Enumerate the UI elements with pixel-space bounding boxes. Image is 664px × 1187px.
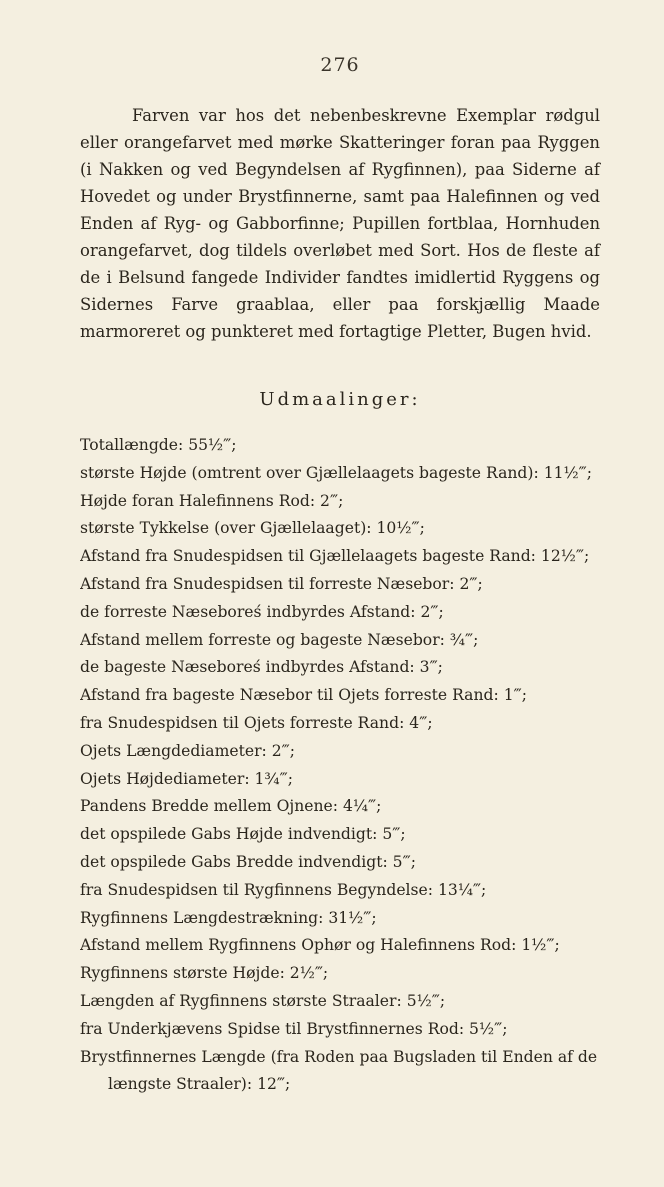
measurement-line: Rygfinnens største Højde: 2½‴; xyxy=(80,964,329,983)
measurement-line: det opspilede Gabs Højde indvendigt: 5‴; xyxy=(80,825,406,844)
measurement-line: fra Snudespidsen til Ojets forreste Rand: 4‴; xyxy=(80,713,433,732)
page-number: 276 xyxy=(320,54,360,76)
measurement-line: det opspilede Gabs Bredde indvendigt: 5‴; xyxy=(80,852,416,871)
measurement-line: de forreste Næseboreś indbyrdes Afstand: 2‴; xyxy=(80,602,444,621)
measurement-line: Afstand fra Snudespidsen til Gjællelaagets bageste Rand: 12½‴; xyxy=(80,547,590,566)
measurement-list xyxy=(80,432,600,1099)
body-text xyxy=(80,102,600,345)
measurement-line: Totallængde: 55½‴; xyxy=(80,436,237,454)
measurement-line: Afstand mellem forreste og bageste Næsebor: ¾‴; xyxy=(80,630,479,649)
measurement-line-continuation: længste Straaler): 12‴; xyxy=(108,1075,291,1094)
measurement-line: største Højde (omtrent over Gjællelaagets bageste Rand): 11½‴; xyxy=(80,463,593,482)
measurement-line: Afstand mellem Rygfinnens Ophør og Halefinnens Rod: 1½‴; xyxy=(80,936,560,955)
measurement-line: Ojets Højdediameter: 1¾‴; xyxy=(80,769,293,788)
measurement-line: fra Snudespidsen til Rygfinnens Begyndelse: 13¼‴; xyxy=(80,880,487,899)
measurement-line: Længden af Rygfinnens største Straaler: 5½‴; xyxy=(80,991,446,1010)
section-heading: Udmaalinger: xyxy=(259,389,421,410)
measurement-line: fra Underkjævens Spidse til Brystfinnernes Rod: 5½‴; xyxy=(80,1019,508,1038)
measurement-line: Brystfinnernes Længde (fra Roden paa Bugsladen til Enden af de xyxy=(80,1047,598,1066)
measurement-line: Afstand fra bageste Næsebor til Ojets forreste Rand: 1‴; xyxy=(80,686,527,705)
paragraph: Farven var hos det nebenbeskrevne Exemplar rødgul eller orangefarvet med mørke Skatteringer foran paa Ryggen (i Nakken og ved Begyndelsen af Rygfinnen), paa Siderne af Hovedet og under Brystfinnerne, samt paa Halefinnen og ved Enden af Ryg- og Gabborfinne; Pupillen fortblaa, Hornhuden orangefarvet, dog tildels overløbet med Sort. Hos de fleste af de i Belsund fangede Individer fandtes imidlertid Ryggens og Sidernes Farve graablaa, eller paa forskjællig Maade marmoreret og punkteret med fortagtige Pletter, Bugen hvid. xyxy=(80,106,600,341)
measurement-line: de bageste Næseboreś indbyrdes Afstand: 3‴; xyxy=(80,658,443,677)
measurement-line: Afstand fra Snudespidsen til forreste Næsebor: 2‴; xyxy=(80,574,483,593)
measurement-line: Pandens Bredde mellem Ojnene: 4¼‴; xyxy=(80,797,382,816)
measurement-line: Ojets Længdediameter: 2‴; xyxy=(80,741,296,760)
measurement-line: Højde foran Halefinnens Rod: 2‴; xyxy=(80,491,344,510)
measurement-line: Rygfinnens Længdestrækning: 31½‴; xyxy=(80,908,377,927)
measurement-line: største Tykkelse (over Gjællelaaget): 10½‴; xyxy=(80,519,425,538)
